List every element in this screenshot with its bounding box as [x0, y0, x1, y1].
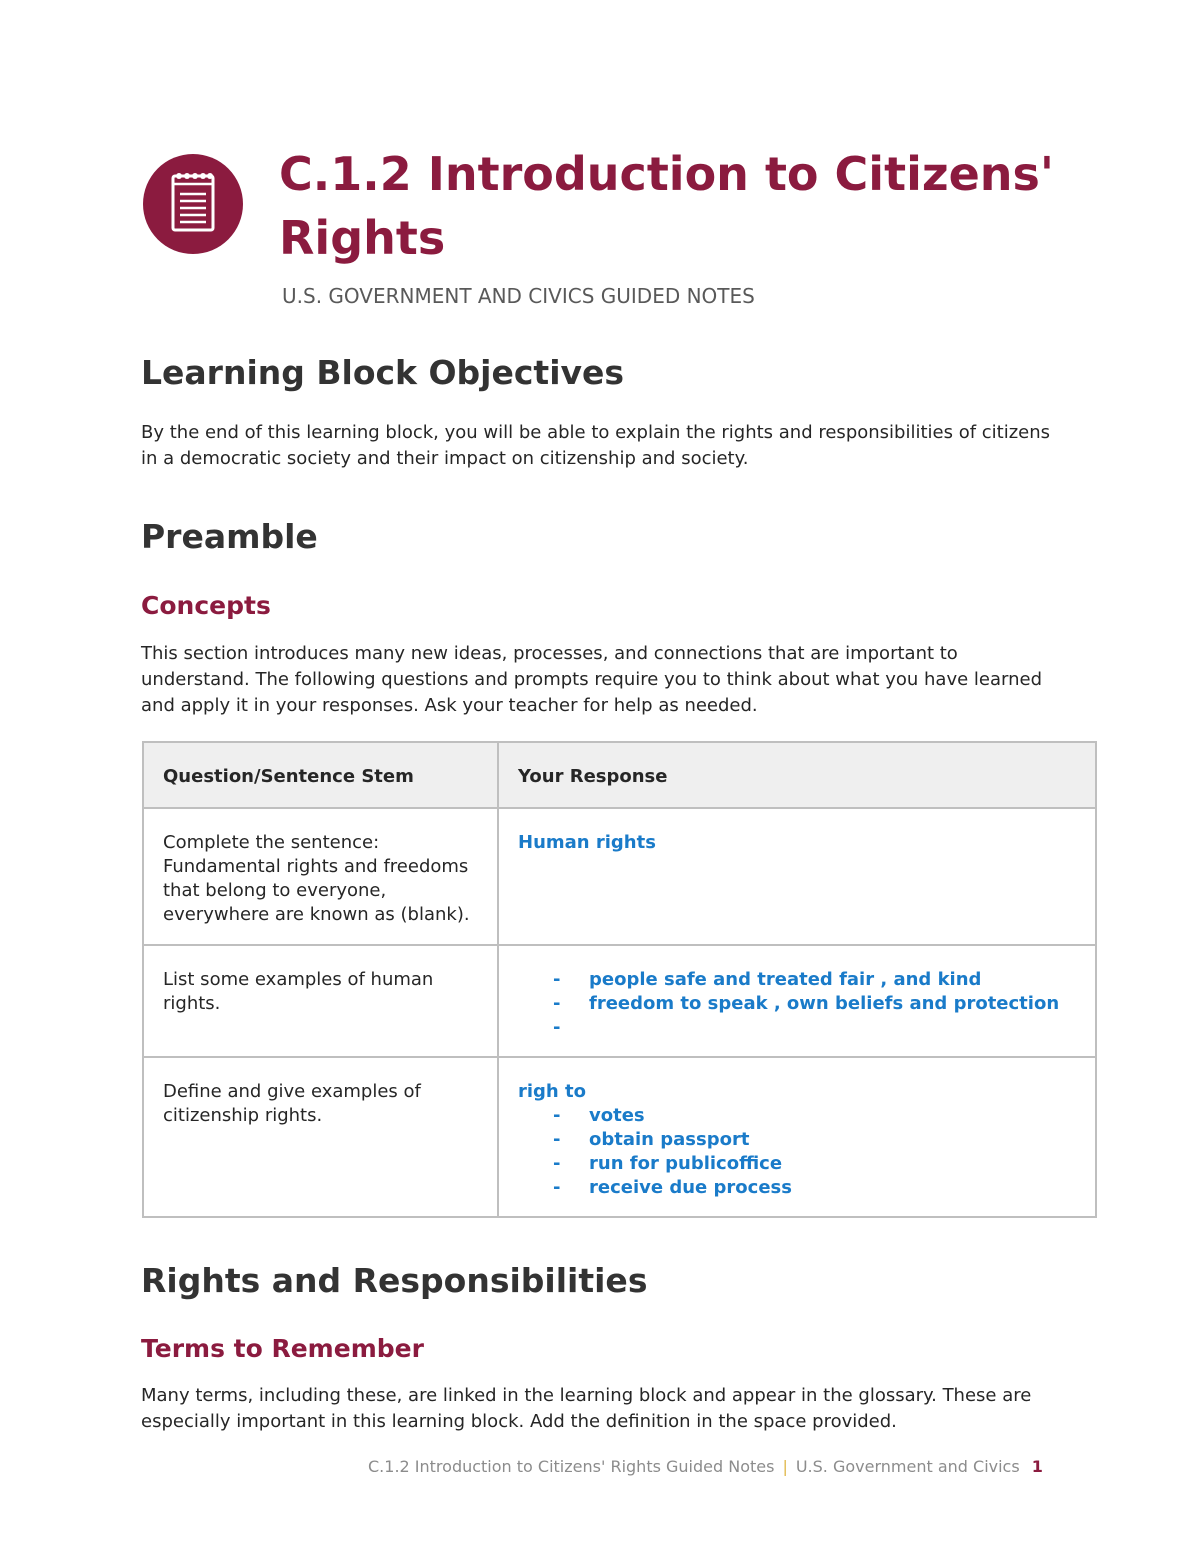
- page-subtitle: U.S. GOVERNMENT AND CIVICS GUIDED NOTES: [282, 284, 755, 308]
- concepts-heading: Concepts: [141, 591, 271, 620]
- list-item-text: votes: [589, 1105, 645, 1126]
- list-item: [518, 1104, 1077, 1128]
- dash-bullet: -: [553, 1129, 561, 1150]
- response-cell[interactable]: [498, 808, 1096, 945]
- list-item: [518, 1176, 1077, 1200]
- table-row: [143, 945, 1096, 1057]
- question-cell: Complete the sentence: Fundamental rights and freedoms that belong to everyone, everywhere are known as (blank).: [143, 808, 498, 945]
- dash-bullet: -: [553, 1017, 561, 1038]
- list-item: [518, 1016, 1077, 1040]
- concepts-text: This section introduces many new ideas, processes, and connections that are important to understand. The following questions and prompts require you to think about what you have learned and apply it in your responses. Ask your teacher for help as needed.: [141, 643, 1043, 716]
- column-header-response: Your Response: [498, 742, 1096, 808]
- footer-course: U.S. Government and Civics: [795, 1457, 1020, 1476]
- list-item: [518, 1152, 1077, 1176]
- table-row: [143, 1057, 1096, 1217]
- list-item-text: people safe and treated fair , and kind: [589, 969, 982, 990]
- notepad-icon-graphic: [143, 154, 243, 254]
- list-item-text: obtain passport: [589, 1129, 750, 1150]
- dash-bullet: -: [553, 969, 561, 990]
- page-title: C.1.2 Introduction to Citizens' Rights: [279, 147, 1055, 265]
- terms-heading: Terms to Remember: [141, 1334, 424, 1363]
- list-item-text: run for publicoffice: [589, 1153, 783, 1174]
- preamble-heading: Preamble: [141, 517, 318, 556]
- dash-bullet: -: [553, 993, 561, 1014]
- objectives-heading: Learning Block Objectives: [141, 353, 625, 392]
- question-cell: Define and give examples of citizenship rights.: [143, 1057, 498, 1217]
- response-text: righ to: [518, 1081, 586, 1102]
- footer-doc-name: C.1.2 Introduction to Citizens' Rights Guided Notes: [368, 1457, 775, 1476]
- guided-notes-table: [142, 741, 1097, 1218]
- objectives-text: By the end of this learning block, you will be able to explain the rights and responsibilities of citizens in a democratic society and their impact on citizenship and society.: [141, 422, 1051, 469]
- response-list: [518, 968, 1077, 1040]
- response-text: Human rights: [518, 832, 656, 853]
- dash-bullet: -: [553, 1153, 561, 1174]
- notepad-icon: [143, 154, 243, 254]
- dash-bullet: -: [553, 1105, 561, 1126]
- rights-heading: Rights and Responsibilities: [141, 1261, 648, 1300]
- footer-separator: |: [782, 1457, 788, 1476]
- list-item: [518, 968, 1077, 992]
- response-cell[interactable]: [498, 1057, 1096, 1217]
- terms-text: Many terms, including these, are linked in the learning block and appear in the glossary. These are especially important in this learning block. Add the definition in the space provided.: [141, 1385, 1032, 1432]
- page-number: 1: [1031, 1457, 1043, 1476]
- dash-bullet: -: [553, 1177, 561, 1198]
- response-list: [518, 1104, 1077, 1200]
- page-footer: [368, 1455, 1043, 1479]
- list-item-text: receive due process: [589, 1177, 792, 1198]
- table-row: [143, 808, 1096, 945]
- response-cell[interactable]: [498, 945, 1096, 1057]
- question-cell: List some examples of human rights.: [143, 945, 498, 1057]
- list-item: [518, 992, 1077, 1016]
- list-item: [518, 1128, 1077, 1152]
- column-header-question: Question/Sentence Stem: [143, 742, 498, 808]
- table-header-row: [143, 742, 1096, 808]
- list-item-text: freedom to speak , own beliefs and protection: [589, 993, 1060, 1014]
